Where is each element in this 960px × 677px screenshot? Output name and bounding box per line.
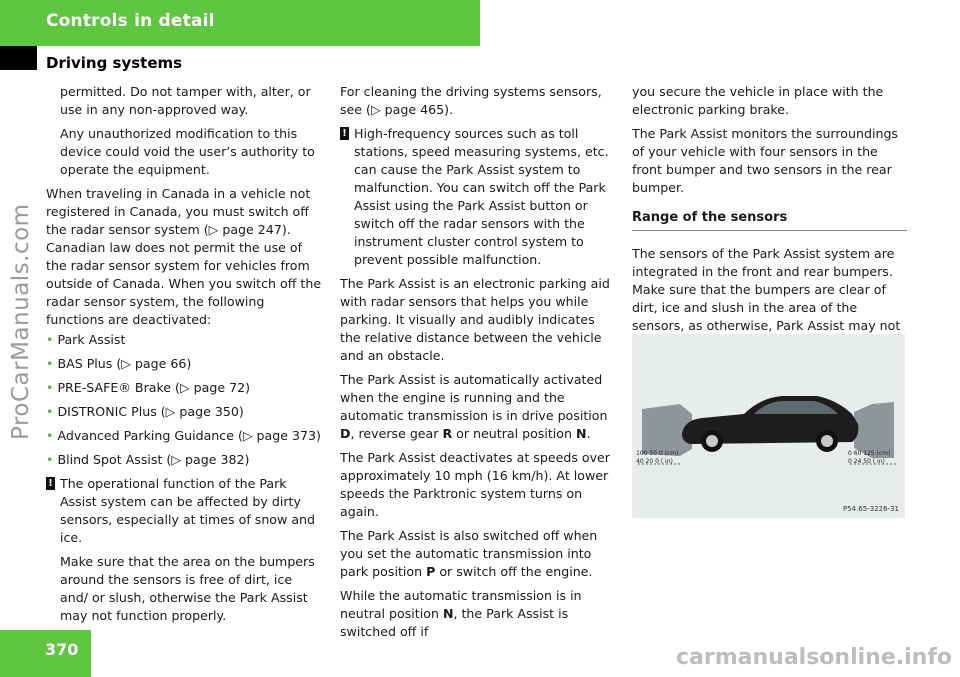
section-title: Controls in detail — [46, 11, 215, 31]
bullet-icon: • — [46, 332, 54, 347]
column-1 — [46, 83, 324, 631]
warning-icon: ! — [46, 477, 55, 490]
paragraph: When traveling in Canada in a vehicle not registered in Canada, you must switch off the radar sensor system (▷ page 247). Canadian law does not permit the use of the radar sensor system for vehicles from outside of Canada. When you switch off the radar sensor system, the following functions are deactivated: — [46, 186, 322, 327]
warning-icon: ! — [340, 127, 349, 140]
page-number: 370 — [45, 640, 79, 659]
list-item: • Blind Spot Assist (▷ page 382) — [46, 452, 250, 467]
rear-scale-label: 0 60 125 (cm) 0 24 50 ( in) — [848, 450, 891, 465]
paragraph: The Park Assist is automatically activated when the engine is running and the automatic transmission is in drive position D, reverse gear R or neutral position N. — [340, 372, 608, 441]
paragraph: The Park Assist is an electronic parking aid with radar sensors that helps you while parking. It visually and audibly indicates the relative distance between the vehicle and an obstacle. — [340, 276, 610, 363]
bullet-icon: • — [46, 404, 54, 419]
paragraph: The Park Assist is also switched off when you set the automatic transmission into park position P or switch off the engine. — [340, 528, 598, 579]
figure-caption: P54.65-3226-31 — [842, 505, 899, 513]
sensor-range-figure — [632, 334, 905, 518]
section-heading: Range of the sensors — [632, 209, 907, 231]
warning-note: ! High-frequency sources such as toll stations, speed measuring systems, etc. can cause the Park Assist system to malfunction. You can switch off the Park Assist using the Park Assist button or switch off the radar sensors with the instrument cluster control system to prevent possible malfunction. — [340, 125, 618, 269]
list-item: • DISTRONIC Plus (▷ page 350) — [46, 404, 244, 419]
paragraph: permitted. Do not tamper with, alter, or use in any non-approved way. — [60, 84, 311, 117]
bullet-icon: • — [46, 356, 54, 371]
paragraph: you secure the vehicle in place with the electronic parking brake. — [632, 84, 884, 117]
watermark-bottom: carmanualsonline.info — [676, 645, 952, 670]
column-3 — [632, 83, 907, 359]
bullet-icon: • — [46, 452, 54, 467]
list-item: • BAS Plus (▷ page 66) — [46, 356, 192, 371]
paragraph: The Park Assist deactivates at speeds over approximately 10 mph (16 km/h). At lower speeds the Parktronic system turns on again. — [340, 450, 610, 519]
watermark-left: ProCarManuals.com — [8, 203, 34, 440]
paragraph: For cleaning the driving systems sensors, see (▷ page 465). — [340, 84, 602, 117]
list-item: • Advanced Parking Guidance (▷ page 373) — [46, 428, 321, 443]
bullet-icon: • — [46, 380, 54, 395]
paragraph: The Park Assist monitors the surroundings of your vehicle with four sensors in the front bumper and two sensors in the rear bumper. — [632, 126, 898, 195]
section-tab-marker — [0, 46, 37, 70]
page-subtitle: Driving systems — [46, 54, 183, 72]
column-2 — [340, 83, 618, 647]
list-item: • PRE-SAFE® Brake (▷ page 72) — [46, 380, 251, 395]
car-sensor-illustration — [632, 334, 905, 518]
paragraph: While the automatic transmission is in neutral position N, the Park Assist is switched off if — [340, 588, 582, 639]
bullet-icon: • — [46, 428, 54, 443]
warning-note: ! The operational function of the Park Assist system can be affected by dirty sensors, especially at times of snow and ice. — [46, 475, 324, 547]
front-scale-label: 100 50 0 (cm) 40 20 0 ( in) — [636, 450, 679, 465]
list-item: • Park Assist — [46, 332, 126, 347]
paragraph: The sensors of the Park Assist system are integrated in the front and rear bumpers. Make sure that the bumpers are clear of dirt, ice and slush in the area of the sensors, as otherwise, Park Assist may not — [632, 246, 901, 333]
paragraph: Any unauthorized modification to this device could void the user’s authority to operate the equipment. — [60, 126, 315, 177]
paragraph: Make sure that the area on the bumpers around the sensors is free of dirt, ice and/ or slush, otherwise the Park Assist may not function properly. — [60, 554, 315, 623]
